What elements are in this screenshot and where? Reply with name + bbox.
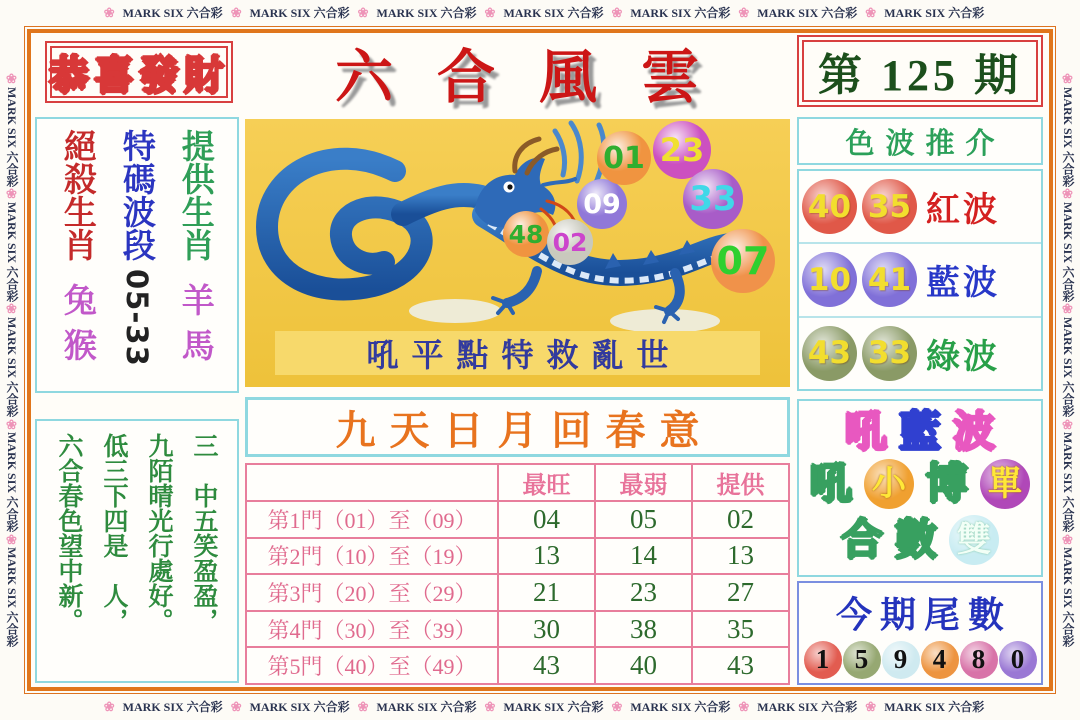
bubble-char: 吼 [809, 459, 852, 508]
flower-icon: ❀ [357, 699, 369, 714]
lottery-ball: 40 [802, 179, 857, 234]
lottery-ball: 01 [597, 131, 651, 185]
gate-value: 04 [498, 501, 595, 538]
border-brand-text: MARK SIX 六合彩 [884, 6, 985, 20]
flower-icon: ❀ [738, 699, 750, 714]
flower-icon: ❀ [484, 699, 496, 714]
bubble-char: 數 [895, 515, 938, 564]
highlight-ball [949, 515, 999, 565]
flower-icon: ❀ [5, 72, 20, 88]
gate-value: 14 [595, 538, 692, 575]
flower-icon: ❀ [611, 699, 623, 714]
lottery-ball: 48 [503, 211, 549, 257]
bubble-char: 波 [953, 407, 996, 456]
gate-value: 38 [595, 611, 692, 648]
gate-value: 13 [498, 538, 595, 575]
border-brand-text: MARK SIX 六合彩 [5, 547, 19, 648]
forecast-wave-range: 05-33 [119, 269, 154, 367]
border-brand-text: MARK SIX 六合彩 [630, 6, 731, 20]
gate-label: 第5門（40）至（49） [246, 647, 498, 684]
dragon-caption: 吼平點特救亂世 [275, 331, 760, 375]
gate-value: 27 [692, 574, 789, 611]
flower-icon: ❀ [5, 532, 20, 548]
poem-column: 六合春色望中新。 [55, 433, 84, 633]
color-wave-title: 色波推介 [797, 117, 1043, 165]
flower-icon: ❀ [865, 699, 877, 714]
flower-icon: ❀ [5, 302, 20, 318]
gate-label: 第1門（01）至（09） [246, 501, 498, 538]
gate-value: 40 [595, 647, 692, 684]
tail-numbers-balls [804, 641, 1037, 679]
border-brand-text: MARK SIX 六合彩 [503, 6, 604, 20]
flower-icon: ❀ [1061, 187, 1076, 203]
forecast-column-wave [119, 129, 155, 381]
flower-icon: ❀ [865, 5, 877, 20]
prediction-line-size [810, 459, 1030, 509]
issue-number: 第 125 期 [818, 51, 1022, 100]
gate-value: 43 [692, 647, 789, 684]
border-brand-text: MARK SIX 六合彩 [630, 700, 731, 714]
lottery-ball: 02 [547, 219, 593, 265]
forecast-wave-label: 特碼波段 [117, 129, 157, 261]
lottery-ball: 35 [862, 179, 917, 234]
wave-label: 紅波 [926, 190, 1000, 231]
lottery-ball: 33 [683, 169, 743, 229]
flower-icon: ❀ [5, 417, 20, 433]
bubble-char: 合 [840, 515, 883, 564]
border-brand-text: MARK SIX 六合彩 [1061, 317, 1075, 418]
border-brand-text: MARK SIX 六合彩 [1061, 87, 1075, 188]
lottery-ball: 23 [653, 121, 711, 179]
forecast-column-provide [178, 129, 214, 381]
color-wave-row-green [799, 318, 1041, 389]
table-row [246, 538, 789, 575]
greeting-text: 恭喜發財 [49, 52, 229, 99]
gate-value: 13 [692, 538, 789, 575]
forecast-panel [35, 117, 239, 393]
gate-value: 30 [498, 611, 595, 648]
greeting-box [45, 41, 233, 103]
gate-label: 第3門（20）至（29） [246, 574, 498, 611]
gate-label: 第4門（30）至（39） [246, 611, 498, 648]
prediction-line-parity [841, 515, 999, 565]
poem-column: 九陌晴光行處好。 [145, 433, 174, 633]
flower-icon: ❀ [1061, 72, 1076, 88]
flower-icon: ❀ [357, 5, 369, 20]
lottery-ball: 43 [802, 326, 857, 381]
table-row [246, 574, 789, 611]
flower-icon: ❀ [103, 699, 115, 714]
forecast-column-kill [60, 129, 96, 381]
bubble-char: 博 [926, 459, 969, 508]
gate-table-header-row [246, 464, 789, 501]
lottery-ball: 5 [843, 641, 881, 679]
border-brand-text: MARK SIX 六合彩 [5, 432, 19, 533]
column-header: 提供 [692, 464, 789, 501]
color-wave-panel [797, 169, 1043, 391]
gate-label: 第2門（10）至（19） [246, 538, 498, 575]
flower-icon: ❀ [738, 5, 750, 20]
column-header: 最旺 [498, 464, 595, 501]
color-wave-row-red [799, 171, 1041, 244]
forecast-provide-zodiacs: 羊馬 [176, 283, 216, 373]
border-brand-text: MARK SIX 六合彩 [249, 700, 350, 714]
forecast-kill-label: 絕殺生肖 [58, 129, 98, 261]
border-brand-text: MARK SIX 六合彩 [376, 700, 477, 714]
bubble-char: 雙 [957, 520, 992, 560]
border-brand-text: MARK SIX 六合彩 [1061, 202, 1075, 303]
forecast-provide-label: 提供生肖 [176, 129, 216, 261]
flower-icon: ❀ [1061, 302, 1076, 318]
table-row [246, 501, 789, 538]
bubble-char: 吼 [844, 407, 887, 456]
lottery-ball: 09 [577, 179, 627, 229]
lottery-ball: 07 [711, 229, 775, 293]
tail-numbers-panel [797, 581, 1043, 685]
gate-value: 35 [692, 611, 789, 648]
poem-panel [35, 419, 239, 683]
banner-slogan: 九天日月回春意 [245, 397, 790, 457]
lottery-ball: 33 [862, 326, 917, 381]
border-brand-text: MARK SIX 六合彩 [757, 700, 858, 714]
flower-icon: ❀ [1061, 417, 1076, 433]
border-brand-text: MARK SIX 六合彩 [122, 6, 223, 20]
lottery-ball: 8 [960, 641, 998, 679]
gate-table-corner [246, 464, 498, 501]
lottery-ball: 41 [862, 252, 917, 307]
color-wave-row-blue [799, 244, 1041, 317]
border-brand-text: MARK SIX 六合彩 [5, 87, 19, 188]
prediction-line-wave [844, 407, 996, 456]
wave-label: 綠波 [926, 336, 1000, 377]
lottery-ball: 9 [882, 641, 920, 679]
border-brand-text: MARK SIX 六合彩 [249, 6, 350, 20]
border-strip-bottom [0, 694, 1080, 720]
border-strip-top [0, 0, 1080, 26]
highlight-ball [864, 459, 914, 509]
gate-value: 05 [595, 501, 692, 538]
column-header: 最弱 [595, 464, 692, 501]
gate-value: 23 [595, 574, 692, 611]
flower-icon: ❀ [611, 5, 623, 20]
border-brand-text: MARK SIX 六合彩 [122, 700, 223, 714]
flower-icon: ❀ [103, 5, 115, 20]
page-title: 六合風雲 [334, 45, 743, 110]
gate-table [245, 463, 790, 685]
bubble-char: 單 [988, 464, 1023, 504]
highlight-ball [980, 459, 1030, 509]
table-row [246, 647, 789, 684]
border-strip-right [1056, 0, 1080, 720]
border-brand-text: MARK SIX 六合彩 [1061, 432, 1075, 533]
flower-icon: ❀ [230, 5, 242, 20]
border-brand-text: MARK SIX 六合彩 [5, 317, 19, 418]
wave-label: 藍波 [926, 263, 1000, 304]
border-brand-text: MARK SIX 六合彩 [376, 6, 477, 20]
lottery-ball: 10 [802, 252, 857, 307]
gate-value: 21 [498, 574, 595, 611]
lottery-ball: 4 [921, 641, 959, 679]
flower-icon: ❀ [230, 699, 242, 714]
issue-box [797, 35, 1043, 107]
border-brand-text: MARK SIX 六合彩 [5, 202, 19, 303]
gate-value: 43 [498, 647, 595, 684]
border-brand-text: MARK SIX 六合彩 [503, 700, 604, 714]
table-row [246, 611, 789, 648]
lottery-ball: 0 [999, 641, 1037, 679]
dragon-picture [245, 119, 790, 387]
bubble-char: 小 [872, 464, 906, 504]
prediction-panel [797, 399, 1043, 577]
bubble-char: 藍 [898, 407, 941, 456]
flower-icon: ❀ [484, 5, 496, 20]
border-brand-text: MARK SIX 六合彩 [1061, 547, 1075, 648]
forecast-kill-zodiacs: 兔猴 [58, 283, 98, 373]
page-frame [24, 26, 1056, 694]
flower-icon: ❀ [1061, 532, 1076, 548]
poem-column: 低三下四是 人， [100, 433, 129, 633]
border-brand-text: MARK SIX 六合彩 [884, 700, 985, 714]
flower-icon: ❀ [5, 187, 20, 203]
poem-column: 三 中五笑盈盈， [190, 433, 219, 633]
tail-numbers-title: 今期尾數 [835, 595, 1012, 637]
border-strip-left [0, 0, 24, 720]
border-brand-text: MARK SIX 六合彩 [757, 6, 858, 20]
gate-value: 02 [692, 501, 789, 538]
lottery-ball: 1 [804, 641, 842, 679]
